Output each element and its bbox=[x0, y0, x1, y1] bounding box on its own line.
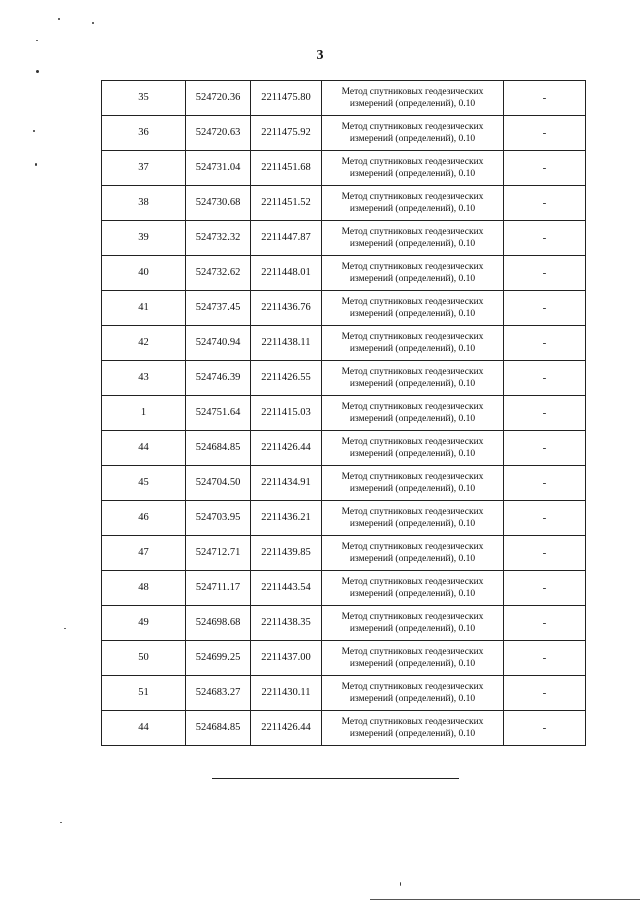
y-coordinate-cell: 2211447.87 bbox=[251, 221, 322, 256]
method-line-1: Метод спутниковых геодезических bbox=[341, 682, 484, 692]
scan-speck bbox=[60, 822, 62, 823]
x-coordinate-cell: 524720.36 bbox=[186, 81, 251, 116]
extra-cell: - bbox=[504, 711, 586, 746]
y-coordinate-cell: 2211436.76 bbox=[251, 291, 322, 326]
point-number-cell: 51 bbox=[102, 676, 186, 711]
method-line-1: Метод спутниковых геодезических bbox=[341, 437, 484, 447]
point-number-cell: 35 bbox=[102, 81, 186, 116]
method-line-2: измерений (определений), 0.10 bbox=[349, 414, 476, 424]
x-coordinate-cell: 524731.04 bbox=[186, 151, 251, 186]
extra-cell: - bbox=[504, 466, 586, 501]
y-coordinate-cell: 2211426.44 bbox=[251, 711, 322, 746]
x-coordinate-cell: 524684.85 bbox=[186, 431, 251, 466]
table-row bbox=[102, 431, 586, 466]
table-row bbox=[102, 396, 586, 431]
method-line-2: измерений (определений), 0.10 bbox=[349, 134, 476, 144]
method-cell bbox=[322, 606, 504, 641]
page-number: 3 bbox=[316, 48, 324, 63]
point-number-cell: 41 bbox=[102, 291, 186, 326]
method-line-2: измерений (определений), 0.10 bbox=[349, 694, 476, 704]
y-coordinate-cell: 2211439.85 bbox=[251, 536, 322, 571]
method-cell bbox=[322, 361, 504, 396]
method-cell bbox=[322, 396, 504, 431]
method-cell bbox=[322, 256, 504, 291]
table-row bbox=[102, 221, 586, 256]
extra-cell: - bbox=[504, 151, 586, 186]
y-coordinate-cell: 2211438.35 bbox=[251, 606, 322, 641]
method-cell bbox=[322, 431, 504, 466]
scan-speck bbox=[64, 628, 66, 629]
scan-edge-line bbox=[370, 899, 640, 900]
method-line-1: Метод спутниковых геодезических bbox=[341, 87, 484, 97]
y-coordinate-cell: 2211436.21 bbox=[251, 501, 322, 536]
method-line-2: измерений (определений), 0.10 bbox=[349, 309, 476, 319]
method-line-2: измерений (определений), 0.10 bbox=[349, 659, 476, 669]
extra-cell: - bbox=[504, 571, 586, 606]
method-line-2: измерений (определений), 0.10 bbox=[349, 239, 476, 249]
method-cell bbox=[322, 221, 504, 256]
x-coordinate-cell: 524746.39 bbox=[186, 361, 251, 396]
end-of-table-rule bbox=[212, 778, 459, 779]
point-number-cell: 36 bbox=[102, 116, 186, 151]
scan-speck bbox=[92, 22, 94, 24]
method-line-2: измерений (определений), 0.10 bbox=[349, 449, 476, 459]
y-coordinate-cell: 2211475.92 bbox=[251, 116, 322, 151]
method-line-1: Метод спутниковых геодезических bbox=[341, 402, 484, 412]
extra-cell: - bbox=[504, 186, 586, 221]
x-coordinate-cell: 524704.50 bbox=[186, 466, 251, 501]
method-line-1: Метод спутниковых геодезических bbox=[341, 332, 484, 342]
x-coordinate-cell: 524732.62 bbox=[186, 256, 251, 291]
extra-cell: - bbox=[504, 326, 586, 361]
x-coordinate-cell: 524737.45 bbox=[186, 291, 251, 326]
point-number-cell: 48 bbox=[102, 571, 186, 606]
table-row bbox=[102, 711, 586, 746]
x-coordinate-cell: 524732.32 bbox=[186, 221, 251, 256]
scan-speck bbox=[35, 163, 37, 166]
extra-cell: - bbox=[504, 431, 586, 466]
coordinates-table bbox=[101, 80, 586, 746]
table-row bbox=[102, 641, 586, 676]
scan-speck bbox=[33, 130, 35, 132]
method-cell bbox=[322, 151, 504, 186]
method-line-1: Метод спутниковых геодезических bbox=[341, 612, 484, 622]
scan-speck bbox=[36, 70, 39, 73]
method-line-2: измерений (определений), 0.10 bbox=[349, 169, 476, 179]
method-line-1: Метод спутниковых геодезических bbox=[341, 262, 484, 272]
y-coordinate-cell: 2211415.03 bbox=[251, 396, 322, 431]
method-line-1: Метод спутниковых геодезических bbox=[341, 192, 484, 202]
point-number-cell: 49 bbox=[102, 606, 186, 641]
y-coordinate-cell: 2211434.91 bbox=[251, 466, 322, 501]
method-cell bbox=[322, 571, 504, 606]
x-coordinate-cell: 524712.71 bbox=[186, 536, 251, 571]
extra-cell: - bbox=[504, 291, 586, 326]
x-coordinate-cell: 524703.95 bbox=[186, 501, 251, 536]
method-line-1: Метод спутниковых геодезических bbox=[341, 297, 484, 307]
point-number-cell: 43 bbox=[102, 361, 186, 396]
table-row bbox=[102, 361, 586, 396]
method-line-1: Метод спутниковых геодезических bbox=[341, 507, 484, 517]
y-coordinate-cell: 2211451.52 bbox=[251, 186, 322, 221]
y-coordinate-cell: 2211437.00 bbox=[251, 641, 322, 676]
extra-cell: - bbox=[504, 361, 586, 396]
method-line-1: Метод спутниковых геодезических bbox=[341, 472, 484, 482]
method-line-1: Метод спутниковых геодезических bbox=[341, 227, 484, 237]
y-coordinate-cell: 2211426.44 bbox=[251, 431, 322, 466]
method-line-2: измерений (определений), 0.10 bbox=[349, 274, 476, 284]
method-line-2: измерений (определений), 0.10 bbox=[349, 379, 476, 389]
table-row bbox=[102, 676, 586, 711]
method-line-2: измерений (определений), 0.10 bbox=[349, 344, 476, 354]
method-cell bbox=[322, 291, 504, 326]
method-line-1: Метод спутниковых геодезических bbox=[341, 717, 484, 727]
method-line-1: Метод спутниковых геодезических bbox=[341, 542, 484, 552]
y-coordinate-cell: 2211438.11 bbox=[251, 326, 322, 361]
extra-cell: - bbox=[504, 116, 586, 151]
method-line-2: измерений (определений), 0.10 bbox=[349, 624, 476, 634]
scan-speck bbox=[36, 40, 38, 41]
method-cell bbox=[322, 186, 504, 221]
point-number-cell: 45 bbox=[102, 466, 186, 501]
method-cell bbox=[322, 116, 504, 151]
y-coordinate-cell: 2211475.80 bbox=[251, 81, 322, 116]
point-number-cell: 50 bbox=[102, 641, 186, 676]
table-row bbox=[102, 326, 586, 361]
point-number-cell: 39 bbox=[102, 221, 186, 256]
table-row bbox=[102, 116, 586, 151]
point-number-cell: 47 bbox=[102, 536, 186, 571]
point-number-cell: 42 bbox=[102, 326, 186, 361]
method-line-1: Метод спутниковых геодезических bbox=[341, 577, 484, 587]
point-number-cell: 37 bbox=[102, 151, 186, 186]
x-coordinate-cell: 524751.64 bbox=[186, 396, 251, 431]
x-coordinate-cell: 524740.94 bbox=[186, 326, 251, 361]
extra-cell: - bbox=[504, 501, 586, 536]
method-cell bbox=[322, 326, 504, 361]
method-line-1: Метод спутниковых геодезических bbox=[341, 157, 484, 167]
method-line-2: измерений (определений), 0.10 bbox=[349, 99, 476, 109]
x-coordinate-cell: 524698.68 bbox=[186, 606, 251, 641]
extra-cell: - bbox=[504, 81, 586, 116]
extra-cell: - bbox=[504, 221, 586, 256]
method-cell bbox=[322, 466, 504, 501]
x-coordinate-cell: 524711.17 bbox=[186, 571, 251, 606]
table-row bbox=[102, 256, 586, 291]
method-cell bbox=[322, 676, 504, 711]
method-line-2: измерений (определений), 0.10 bbox=[349, 554, 476, 564]
point-number-cell: 44 bbox=[102, 431, 186, 466]
y-coordinate-cell: 2211426.55 bbox=[251, 361, 322, 396]
table-row bbox=[102, 606, 586, 641]
method-line-2: измерений (определений), 0.10 bbox=[349, 204, 476, 214]
table-row bbox=[102, 501, 586, 536]
x-coordinate-cell: 524684.85 bbox=[186, 711, 251, 746]
table-row bbox=[102, 291, 586, 326]
x-coordinate-cell: 524699.25 bbox=[186, 641, 251, 676]
method-cell bbox=[322, 641, 504, 676]
x-coordinate-cell: 524720.63 bbox=[186, 116, 251, 151]
y-coordinate-cell: 2211430.11 bbox=[251, 676, 322, 711]
y-coordinate-cell: 2211451.68 bbox=[251, 151, 322, 186]
table-row bbox=[102, 151, 586, 186]
table-row bbox=[102, 81, 586, 116]
point-number-cell: 44 bbox=[102, 711, 186, 746]
method-line-1: Метод спутниковых геодезических bbox=[341, 647, 484, 657]
extra-cell: - bbox=[504, 606, 586, 641]
method-cell bbox=[322, 536, 504, 571]
table-row bbox=[102, 186, 586, 221]
y-coordinate-cell: 2211443.54 bbox=[251, 571, 322, 606]
scan-speck bbox=[400, 882, 401, 886]
table-row bbox=[102, 536, 586, 571]
method-cell bbox=[322, 711, 504, 746]
scan-speck bbox=[58, 18, 60, 20]
method-line-2: измерений (определений), 0.10 bbox=[349, 729, 476, 739]
method-cell bbox=[322, 501, 504, 536]
y-coordinate-cell: 2211448.01 bbox=[251, 256, 322, 291]
point-number-cell: 46 bbox=[102, 501, 186, 536]
x-coordinate-cell: 524730.68 bbox=[186, 186, 251, 221]
extra-cell: - bbox=[504, 676, 586, 711]
method-line-2: измерений (определений), 0.10 bbox=[349, 519, 476, 529]
method-line-2: измерений (определений), 0.10 bbox=[349, 589, 476, 599]
extra-cell: - bbox=[504, 256, 586, 291]
method-line-2: измерений (определений), 0.10 bbox=[349, 484, 476, 494]
point-number-cell: 40 bbox=[102, 256, 186, 291]
point-number-cell: 38 bbox=[102, 186, 186, 221]
extra-cell: - bbox=[504, 641, 586, 676]
method-cell bbox=[322, 81, 504, 116]
extra-cell: - bbox=[504, 536, 586, 571]
table-row bbox=[102, 466, 586, 501]
point-number-cell: 1 bbox=[102, 396, 186, 431]
extra-cell: - bbox=[504, 396, 586, 431]
method-line-1: Метод спутниковых геодезических bbox=[341, 367, 484, 377]
coordinates-table-body bbox=[102, 81, 586, 746]
method-line-1: Метод спутниковых геодезических bbox=[341, 122, 484, 132]
x-coordinate-cell: 524683.27 bbox=[186, 676, 251, 711]
table-row bbox=[102, 571, 586, 606]
